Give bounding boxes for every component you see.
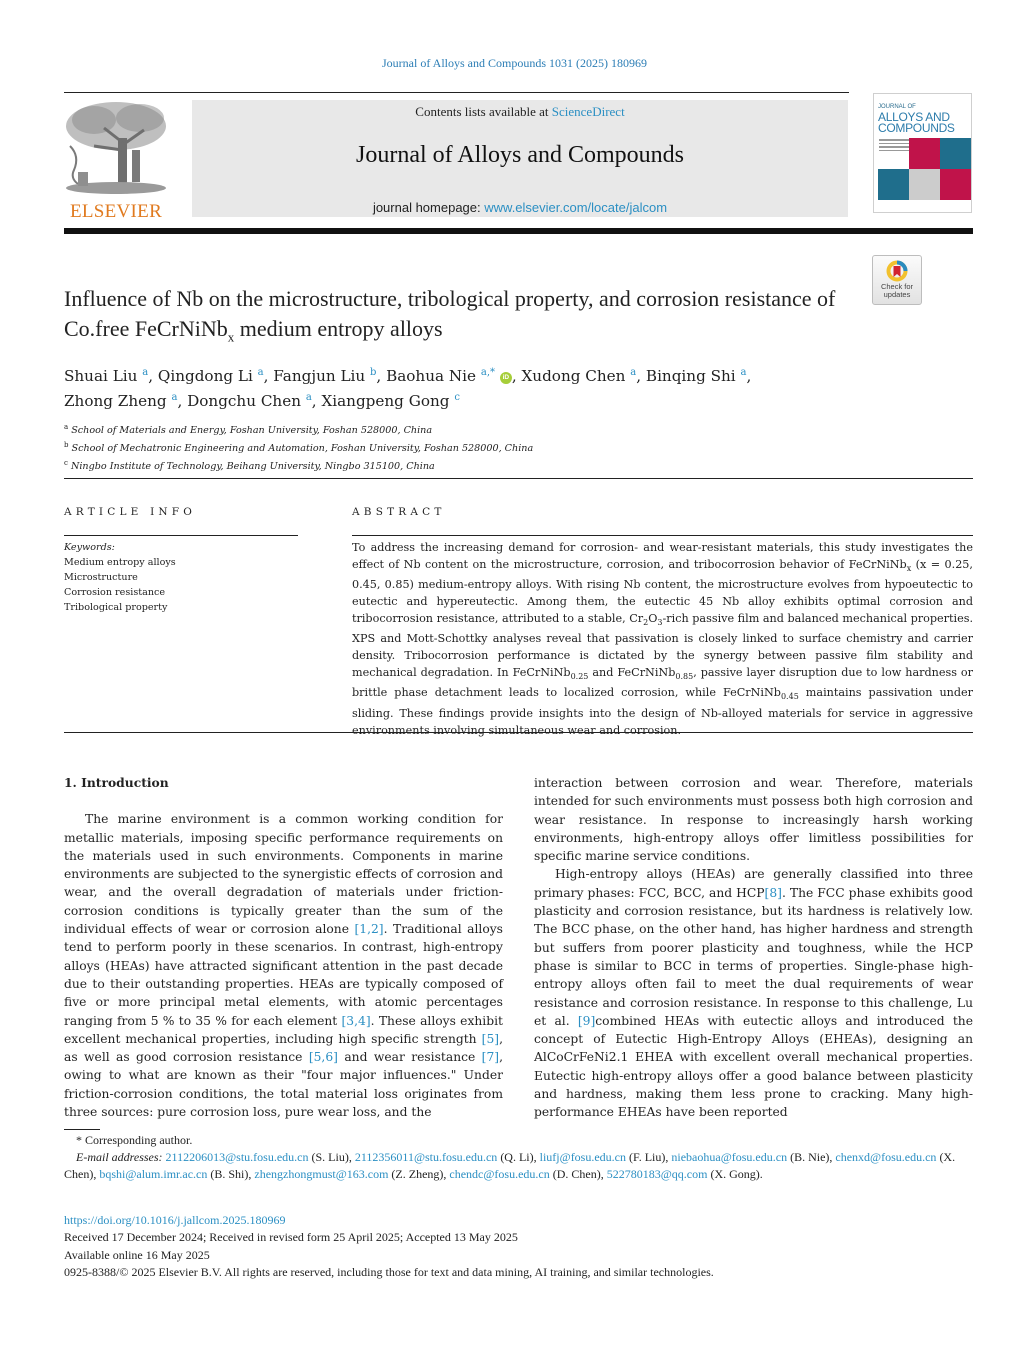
citation-link[interactable]: [9]: [577, 1013, 596, 1028]
corresponding-author-note: * Corresponding author.: [76, 1133, 193, 1147]
abstract-rule: [352, 535, 973, 536]
title-text-end: medium entropy alloys: [234, 316, 443, 341]
cover-title: [878, 112, 955, 134]
journal-homepage-link[interactable]: www.elsevier.com/locate/jalcom: [484, 200, 668, 215]
email-link[interactable]: chenxd@fosu.edu.cn: [835, 1150, 937, 1164]
citation-link[interactable]: [7]: [481, 1050, 500, 1065]
intro-paragraph-1-continued: interaction between corrosion and wear. Therefore, materials intended for such environments must possess both high corrosion and wear resistance. In response to increasingly harsh working environments, high-entropy alloys offer limitless possibilities for specific marine service conditions.: [534, 776, 973, 864]
keyword-item: Corrosion resistance: [64, 587, 166, 598]
abstract-heading: ABSTRACT: [352, 506, 446, 518]
email-link[interactable]: bqshi@alum.imr.ac.cn: [99, 1167, 208, 1181]
publication-info: [64, 1212, 973, 1281]
running-head[interactable]: Journal of Alloys and Compounds 1031 (2025) 180969: [382, 56, 647, 70]
affiliation-marker[interactable]: a: [171, 392, 178, 404]
cover-square: [909, 138, 940, 169]
check-updates-line2: updates: [883, 290, 911, 299]
affiliation-item: $^b$ School of Mechatronic Engineering and Automation, Foshan University, Foshan 528000, China: [64, 441, 534, 455]
title-subscript: x: [227, 329, 235, 345]
email-link[interactable]: niebaohua@fosu.edu.cn: [671, 1150, 788, 1164]
doi-link[interactable]: https://doi.org/10.1016/j.jallcom.2025.180969: [64, 1213, 286, 1227]
journal-cover-thumbnail[interactable]: [873, 93, 972, 213]
article-title: [64, 284, 864, 352]
keywords-block: [64, 540, 304, 615]
cover-title-line1: ALLOYS AND: [878, 110, 950, 124]
affiliation-marker[interactable]: a: [305, 392, 312, 404]
email-link[interactable]: 2112206013@stu.fosu.edu.cn: [165, 1150, 309, 1164]
cover-subtitle-lines: [879, 139, 913, 153]
citation-link[interactable]: [5,6]: [308, 1050, 338, 1065]
author-name[interactable]: Xudong Chen: [521, 367, 631, 386]
author-name[interactable]: Binqing Shi: [645, 367, 741, 386]
cover-journal-of: JOURNAL OF: [878, 104, 916, 110]
citation-link[interactable]: [8]: [764, 885, 782, 900]
body-column-right: [534, 774, 973, 1122]
check-updates-label: [873, 283, 921, 299]
elsevier-tree-icon: [64, 98, 168, 196]
section-rule: [64, 478, 973, 479]
journal-masthead: [192, 100, 848, 217]
email-link[interactable]: chendc@fosu.edu.cn: [449, 1167, 550, 1181]
abstract-text: To address the increasing demand for corrosion- and wear-resistant materials, this study investigates the effect of Nb content on the microstructure, corrosion, and tribocorrosion behavior of FeCrNiNb$_x$ (x = 0.25, 0.45, 0.85) medium-entropy alloys. With rising Nb content, the microstructure evolves from hypoeutectic to eutectic and hypereutectic. Among them, the eutectic 45 Nb alloy exhibits optimal corrosion and tribocorrosion resistance, attributed to a stable, $Cr_2O_3$-rich passive film and balanced mechanical properties. XPS and Mott-Schottky analyses reveal that passivation is closely linked to surface chemistry and carrier density. Tribocorrosion performance is dictated by the synergy between passive film stability and mechanical degradation. In FeCrNiNb$_{0.25}$ and FeCrNiNb$_{0.85}$, passive layer disruption due to low hardness or brittle phase detachment leads to localized corrosion, while FeCrNiNb$_{0.45}$ maintains passivation under sliding. These findings provide insights into the design of Nb-alloyed materials for service in aggressive environments involving simultaneous wear and corrosion.: [352, 541, 974, 737]
cover-title-line2: COMPOUNDS: [878, 121, 955, 135]
cover-square: [909, 169, 940, 200]
email-addresses: E-mail addresses: 2112206013@stu.fosu.edu.cn (S. Liu), 2112356011@stu.fosu.edu.cn (Q. Li), liufj@fosu.edu.cn (F. Liu), niebaohua@fosu.edu.cn (B. Nie), chenxd@fosu.edu.cn (X. Chen), bqshi@alum.imr.ac.cn (B. Shi), zhengzhongmust@163.com (Z. Zheng), chendc@fosu.edu.cn (D. Chen), 522780183@qq.com (X. Gong).: [64, 1150, 956, 1181]
author-name[interactable]: Xiangpeng Gong: [321, 392, 455, 411]
affiliation-marker[interactable]: a: [257, 367, 264, 378]
check-updates-line1: Check for: [880, 282, 914, 291]
article-info-heading: ARTICLE INFO: [64, 506, 197, 518]
copyright: 0925-8388/© 2025 Elsevier B.V. All rights are reserved, including those for text and data mining, AI training, and similar technologies.: [64, 1264, 714, 1279]
available-online: Available online 16 May 2025: [64, 1247, 210, 1262]
article-info-rule: [64, 535, 298, 536]
author-name[interactable]: Shuai Liu: [64, 367, 143, 386]
contents-line: [192, 104, 848, 120]
affiliation-marker[interactable]: b: [370, 367, 377, 378]
homepage-line: [192, 200, 848, 215]
header-rule: [64, 92, 849, 93]
affiliation-marker[interactable]: a,*: [480, 367, 495, 378]
author-name[interactable]: Baohua Nie: [386, 367, 481, 386]
masthead-thick-rule: [64, 228, 973, 234]
author-name[interactable]: Qingdong Li: [157, 367, 258, 386]
citation-link[interactable]: [1,2]: [354, 922, 384, 937]
title-text: Influence of Nb on the microstructure, tribological property, and corrosion resistance of Co.free FeCrNiNb: [64, 286, 836, 341]
citation-link[interactable]: [3,4]: [341, 1013, 371, 1028]
affiliation-item: $^a$ School of Materials and Energy, Foshan University, Foshan 528000, China: [64, 423, 433, 437]
footnotes: [64, 1132, 973, 1183]
email-link[interactable]: 2112356011@stu.fosu.edu.cn: [354, 1150, 498, 1164]
body-column-left: [64, 774, 503, 1121]
sciencedirect-link[interactable]: ScienceDirect: [551, 104, 625, 119]
affiliation-marker[interactable]: a: [142, 367, 149, 378]
author-name[interactable]: Fangjun Liu: [273, 367, 371, 386]
section-heading-introduction: 1. Introduction: [64, 775, 169, 790]
footnote-rule: [64, 1129, 100, 1130]
orcid-icon[interactable]: iD: [500, 372, 512, 384]
keyword-item: Tribological property: [64, 602, 168, 613]
abstract-bottom-rule: [64, 732, 973, 733]
author-name[interactable]: Dongchu Chen: [187, 392, 306, 411]
cover-square: [878, 169, 909, 200]
journal-title: Journal of Alloys and Compounds: [356, 142, 684, 168]
received-dates: Received 17 December 2024; Received in revised form 25 April 2025; Accepted 13 May 2025: [64, 1230, 518, 1245]
check-for-updates-button[interactable]: [872, 255, 922, 305]
keyword-item: Microstructure: [64, 572, 138, 583]
affiliation-marker[interactable]: a: [630, 367, 637, 378]
author-name[interactable]: Zhong Zheng: [64, 392, 172, 411]
cover-square: [940, 138, 971, 169]
intro-paragraph-1: The marine environment is a common working condition for metallic materials, imposing specific performance requirements on the materials used in such environments. Components in marine environments are subjected to the synergistic effects of corrosion and wear, and the overall degradation of materials under friction-corrosion conditions is typically greater than the sum of the individual effects of wear or corrosion alone [1,2]. Traditional alloys tend to perform poorly in these scenarios. In contrast, high-entropy alloys (HEAs) have attracted significant attention in the past decade due to their outstanding properties. HEAs are typically composed of five or more principal metal elements, with atomic percentages ranging from 5 % to 35 % for each element [3,4]. These alloys exhibit excellent mechanical properties, including high specific strength [5], as well as good corrosion resistance [5,6] and wear resistance [7], owing to what are known as their "four major influences." Under friction-corrosion conditions, the total material loss originates from three sources: pure corrosion loss, pure wear loss, and the: [64, 812, 503, 1120]
affiliations: [64, 420, 764, 475]
email-link[interactable]: liufj@fosu.edu.cn: [539, 1150, 627, 1164]
keywords-label: Keywords:: [64, 542, 115, 553]
keyword-item: Medium entropy alloys: [64, 557, 176, 568]
affiliation-item: $^c$ Ningbo Institute of Technology, Beihang University, Ningbo 315100, China: [64, 459, 435, 473]
contents-prefix: Contents lists available at: [415, 104, 552, 119]
intro-paragraph-2: High-entropy alloys (HEAs) are generally classified into three primary phases: FCC, BCC, and HCP[8]. The FCC phase exhibits good plasticity and corrosion resistance, but its hardness is relatively low. The BCC phase, on the other hand, has higher hardness and strength but suffers from poorer plasticity and toughness, while the HCP phase is similar to BCC in terms of properties. Single-phase high-entropy alloys often fail to meet the dual requirements of wear resistance and corrosion resistance. In response to this challenge, Lu et al. [9]combined HEAs with eutectic alloys and introduced the concept of Eutectic High-Entropy Alloys (EHEAs), designing an AlCoCrFeNi2.1 EHEA with excellent overall mechanical properties. Eutectic high-entropy alloys offer a good balance between plasticity and hardness, making them less prone to cracking. Many high-performance EHEAs have been reported: [534, 867, 974, 1120]
affiliation-marker[interactable]: c: [454, 392, 460, 404]
affiliation-marker[interactable]: a: [740, 367, 747, 378]
cover-square: [940, 169, 971, 200]
elsevier-wordmark: ELSEVIER: [69, 201, 163, 222]
citation-link[interactable]: [5]: [481, 1031, 500, 1046]
elsevier-logo[interactable]: [64, 98, 168, 220]
email-label: E-mail addresses:: [76, 1150, 166, 1164]
check-updates-icon: [886, 260, 908, 282]
email-link[interactable]: zhengzhongmust@163.com: [254, 1167, 389, 1181]
homepage-prefix: journal homepage:: [372, 200, 485, 215]
author-list: Shuai Liu $^a$, Qingdong Li $^a$, Fangjun Liu $^b$, Baohua Nie $^{a,*}$ iD , Xudong Chen $^a$, Binqing Shi $^a$, Zhong Zheng $^a$, Dongchu Chen $^a$, Xiangpeng Gong $^c$: [64, 367, 752, 411]
email-link[interactable]: 522780183@qq.com: [606, 1167, 708, 1181]
